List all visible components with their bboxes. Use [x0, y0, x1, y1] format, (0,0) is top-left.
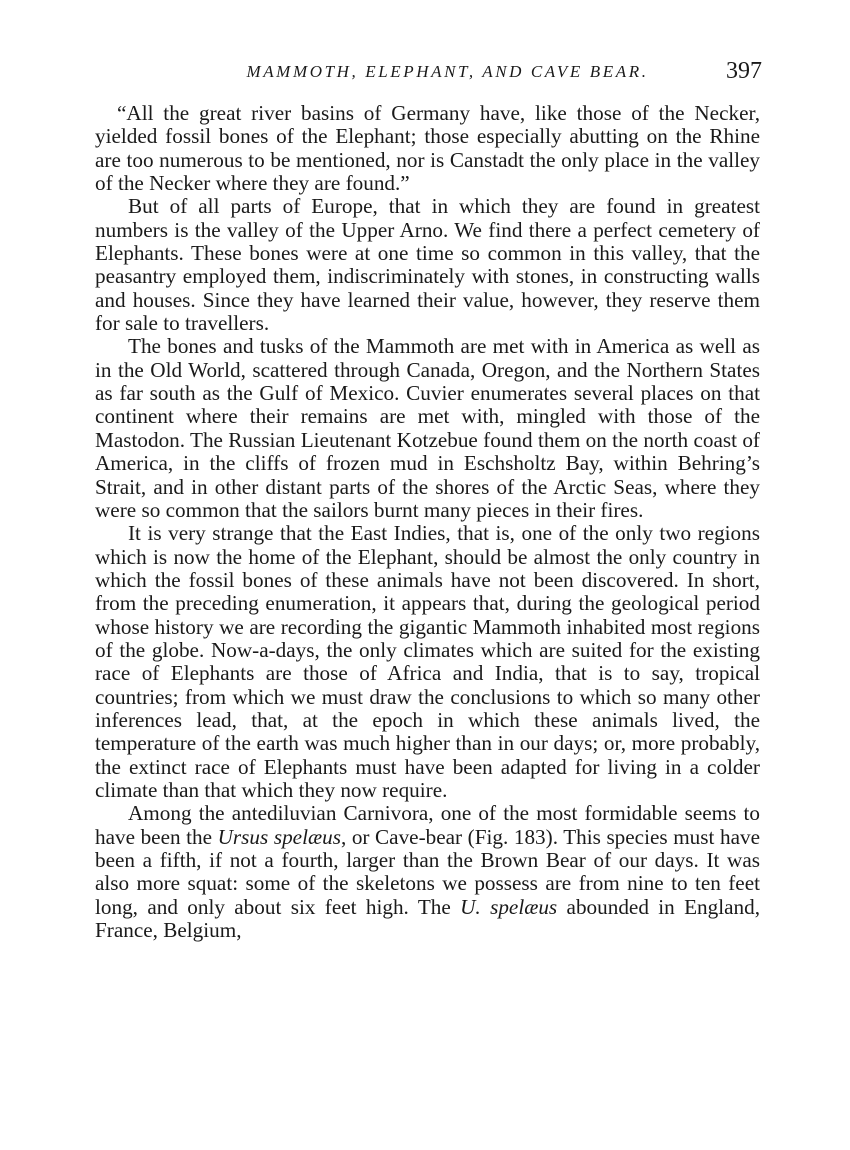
paragraph-text: , or Cave-bear (Fig. 183). This species must have been a fifth, if not a fourth, larger than the Brown Bear of our days. It was also more squat: some of the skeletons we possess are from nine to ten feet long, and only about six feet high. The — [95, 824, 760, 919]
body-text — [95, 102, 760, 942]
page-number: 397 — [726, 58, 762, 84]
paragraph-text: abounded in England, France, Belgium, — [95, 894, 761, 943]
species-name: Ursus spelæus — [217, 824, 341, 849]
page-header — [95, 60, 760, 94]
paragraph-text: Among the antediluvian Carnivora, one of the most formidable seems to have been the — [95, 801, 760, 849]
paragraph-upper-arno: But of all parts of Europe, that in which they are found in greatest numbers is the valley of the Upper Arno. We find there a perfect cemetery of Elephants. These bones were at one time so common in this valley, that the peasantry employed them, indiscriminately with stones, in constructing walls and houses. Since they have learned their value, however, they reserve them for sale to travellers. — [95, 194, 760, 336]
species-name-abbrev: U. spelæus — [460, 894, 558, 919]
book-page — [95, 60, 760, 942]
paragraph-cave-bear — [95, 802, 760, 942]
running-head: MAMMOTH, ELEPHANT, AND CAVE BEAR. — [246, 62, 649, 81]
paragraph-quote: “All the great river basins of Germany have, like those of the Necker, yielded fossil bones of the Elephant; those especially abutting on the Rhine are too numerous to be mentioned, nor is Canstadt the only place in the valley of the Necker where they are found.” — [95, 101, 760, 196]
paragraph-east-indies: It is very strange that the East Indies, that is, one of the only two regions which is now the home of the Elephant, should be almost the only country in which the fossil bones of these animals have not been discovered. In short, from the preceding enumeration, it appears that, during the geological period whose history we are recording the gigantic Mammoth inhabited most regions of the globe. Now-a-days, the only climates which are suited for the existing race of Elephants are those of Africa and India, that is to say, tropical countries; from which we must draw the conclusions to which so many other inferences lead, that, at the epoch in which these animals lived, the temperature of the earth was much higher than in our days; or, more probably, the extinct race of Elephants must have been adapted for living in a colder climate than that which they now require. — [95, 521, 760, 802]
paragraph-america: The bones and tusks of the Mammoth are met with in America as well as in the Old World, scattered through Canada, Oregon, and the Northern States as far south as the Gulf of Mexico. Cuvier enumerates several places on that continent where their remains are met with, mingled with those of the Mastodon. The Russian Lieutenant Kotzebue found them on the north coast of America, in the cliffs of frozen mud in Eschsholtz Bay, within Behring’s Strait, and in other distant parts of the shores of the Arctic Seas, where they were so common that the sailors burnt many pieces in their fires. — [95, 334, 760, 522]
